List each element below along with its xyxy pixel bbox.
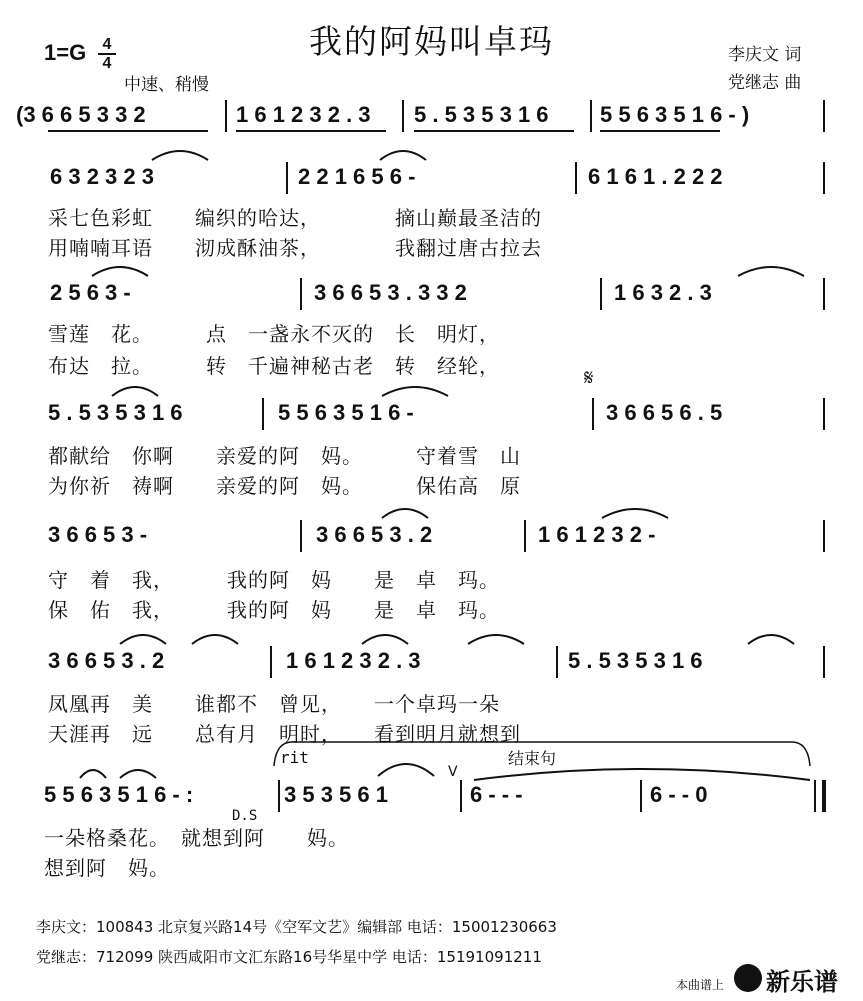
barline bbox=[590, 100, 592, 132]
bar-3-2: 3 6 6 5 6 . 5 bbox=[606, 400, 723, 425]
bar-2-1: 3 6 6 5 3 . 3 3 2 bbox=[314, 280, 467, 305]
lyricist-contact: 李庆文：100843 北京复兴路14号《空军文艺》编辑部 电话：15001230663 bbox=[36, 918, 557, 936]
barline bbox=[600, 278, 602, 310]
lyrics-row-4a: 守 着 我， 我的阿 妈 是 卓 玛。 bbox=[48, 568, 500, 592]
beam bbox=[600, 130, 720, 132]
lyrics-row-1b: 用喃喃耳语 沏成酥油茶， 我翻过唐古拉去 bbox=[48, 236, 542, 260]
bar-6-2: 6 - - - bbox=[470, 782, 523, 807]
composer-credit: 党继志 曲 bbox=[728, 73, 802, 93]
ds-marking: D.S bbox=[232, 808, 258, 824]
score-row-1 bbox=[0, 160, 863, 194]
beam bbox=[414, 130, 574, 132]
barline bbox=[402, 100, 404, 132]
lyrics-row-2a: 雪莲 花。 点 一盏永不灭的 长 明灯， bbox=[48, 322, 500, 346]
barline bbox=[270, 646, 272, 678]
slur bbox=[466, 626, 526, 646]
lyrics-row-2b: 布达 拉。 转 千遍神秘古老 转 经轮， bbox=[48, 354, 500, 378]
beam bbox=[48, 130, 208, 132]
lyrics-row-3a: 都献给 你啊 亲爱的阿 妈。 守着雪 山 bbox=[48, 444, 521, 468]
lyrics-row-4b: 保 佑 我， 我的阿 妈 是 卓 玛。 bbox=[48, 598, 500, 622]
bar-1-2: 6 1 6 1 . 2 2 2 bbox=[588, 164, 723, 189]
slur bbox=[118, 760, 158, 780]
barline bbox=[524, 520, 526, 552]
slur bbox=[110, 378, 160, 398]
song-title: 我的阿妈叫卓玛 bbox=[309, 22, 554, 61]
beam bbox=[236, 130, 386, 132]
music-disc-icon bbox=[734, 964, 762, 992]
slur bbox=[90, 258, 150, 278]
barline bbox=[262, 398, 264, 430]
bar-0-1: 1 6 1 2 3 2 . 3 bbox=[236, 102, 371, 127]
slur bbox=[380, 378, 450, 398]
logo-prefix: 本曲谱上 bbox=[676, 978, 725, 992]
barline bbox=[225, 100, 227, 132]
bar-3-0: 5 . 5 3 5 3 1 6 bbox=[48, 400, 183, 425]
score-row-6 bbox=[0, 778, 863, 812]
composer-contact: 党继志：712099 陕西咸阳市文汇东路16号华星中学 电话：15191091211 bbox=[36, 948, 542, 966]
bar-3-1: 5 5 6 3 5 1 6 - bbox=[278, 400, 414, 425]
barline bbox=[823, 520, 825, 552]
lyrics-row-6b: 想到阿 妈。 bbox=[44, 856, 170, 880]
bar-0-0: (3 6 6 5 3 3 2 bbox=[16, 102, 146, 127]
barline bbox=[592, 398, 594, 430]
score-row-3 bbox=[0, 396, 863, 430]
bar-2-0: 2 5 6 3 - bbox=[50, 280, 131, 305]
bar-6-3: 6 - - 0 bbox=[650, 782, 708, 807]
bar-0-3: 5 5 6 3 5 1 6 - ) bbox=[600, 102, 750, 127]
barline bbox=[823, 398, 825, 430]
barline bbox=[640, 780, 642, 812]
slur bbox=[190, 626, 240, 646]
bar-2-2: 1 6 3 2 . 3 bbox=[614, 280, 712, 305]
bar-6-0: 5 5 6 3 5 1 6 - : bbox=[44, 782, 194, 807]
slur bbox=[378, 142, 428, 162]
barline bbox=[823, 162, 825, 194]
final-barline bbox=[822, 780, 826, 812]
tempo-marking: 中速、稍慢 bbox=[124, 75, 209, 95]
rit-marking: rit bbox=[280, 748, 309, 767]
meter-bottom: 4 bbox=[98, 53, 116, 72]
logo-brand: 新乐谱 bbox=[766, 968, 838, 996]
barline bbox=[556, 646, 558, 678]
bar-4-1: 3 6 6 5 3 . 2 bbox=[316, 522, 433, 547]
slur bbox=[360, 626, 410, 646]
slur bbox=[78, 760, 108, 780]
lyricist-credit: 李庆文 词 bbox=[728, 45, 802, 65]
barline bbox=[300, 520, 302, 552]
bar-5-0: 3 6 6 5 3 . 2 bbox=[48, 648, 165, 673]
tie bbox=[472, 758, 812, 782]
barline bbox=[278, 780, 280, 812]
score-row-0 bbox=[0, 98, 863, 132]
barline bbox=[823, 278, 825, 310]
barline bbox=[823, 646, 825, 678]
breath-mark: V bbox=[448, 764, 458, 780]
score-row-4 bbox=[0, 518, 863, 552]
bar-5-2: 5 . 5 3 5 3 1 6 bbox=[568, 648, 703, 673]
site-logo bbox=[676, 960, 856, 996]
lyrics-row-6a: 一朵格桑花。 就想到阿 妈。 bbox=[44, 826, 349, 850]
barline bbox=[286, 162, 288, 194]
slur bbox=[118, 626, 168, 646]
slur bbox=[376, 752, 436, 778]
bar-4-2: 1 6 1 2 3 2 - bbox=[538, 522, 656, 547]
barline bbox=[575, 162, 577, 194]
bar-6-1: 3 5 3 5 6 1 bbox=[284, 782, 388, 807]
segno-icon: 𝄋 bbox=[584, 366, 594, 391]
slur bbox=[746, 626, 796, 646]
bar-0-2: 5 . 5 3 5 3 1 6 bbox=[414, 102, 549, 127]
ending-label: 结束句 bbox=[508, 749, 557, 768]
bar-1-0: 6 3 2 3 2 3 bbox=[50, 164, 154, 189]
bar-4-0: 3 6 6 5 3 - bbox=[48, 522, 148, 547]
bar-5-1: 1 6 1 2 3 2 . 3 bbox=[286, 648, 421, 673]
barline bbox=[814, 780, 816, 812]
score-row-2 bbox=[0, 276, 863, 310]
slur bbox=[150, 142, 210, 162]
slur bbox=[600, 500, 670, 520]
barline bbox=[823, 100, 825, 132]
slur bbox=[736, 258, 806, 278]
lyrics-row-5b: 天涯再 远 总有月 明时， 看到明月就想到 bbox=[48, 722, 521, 746]
barline bbox=[300, 278, 302, 310]
bar-1-1: 2 2 1 6 5 6 - bbox=[298, 164, 416, 189]
lyrics-row-1a: 采七色彩虹 编织的哈达， 摘山巅最圣洁的 bbox=[48, 206, 542, 230]
slur bbox=[380, 500, 430, 520]
key-signature: 1=G bbox=[44, 40, 87, 65]
score-row-5 bbox=[0, 644, 863, 678]
lyrics-row-3b: 为你祈 祷啊 亲爱的阿 妈。 保佑高 原 bbox=[48, 474, 521, 498]
meter-top: 4 bbox=[102, 36, 112, 53]
lyrics-row-5a: 凤凰再 美 谁都不 曾见， 一个卓玛一朵 bbox=[48, 692, 500, 716]
barline bbox=[460, 780, 462, 812]
time-signature bbox=[98, 36, 116, 72]
